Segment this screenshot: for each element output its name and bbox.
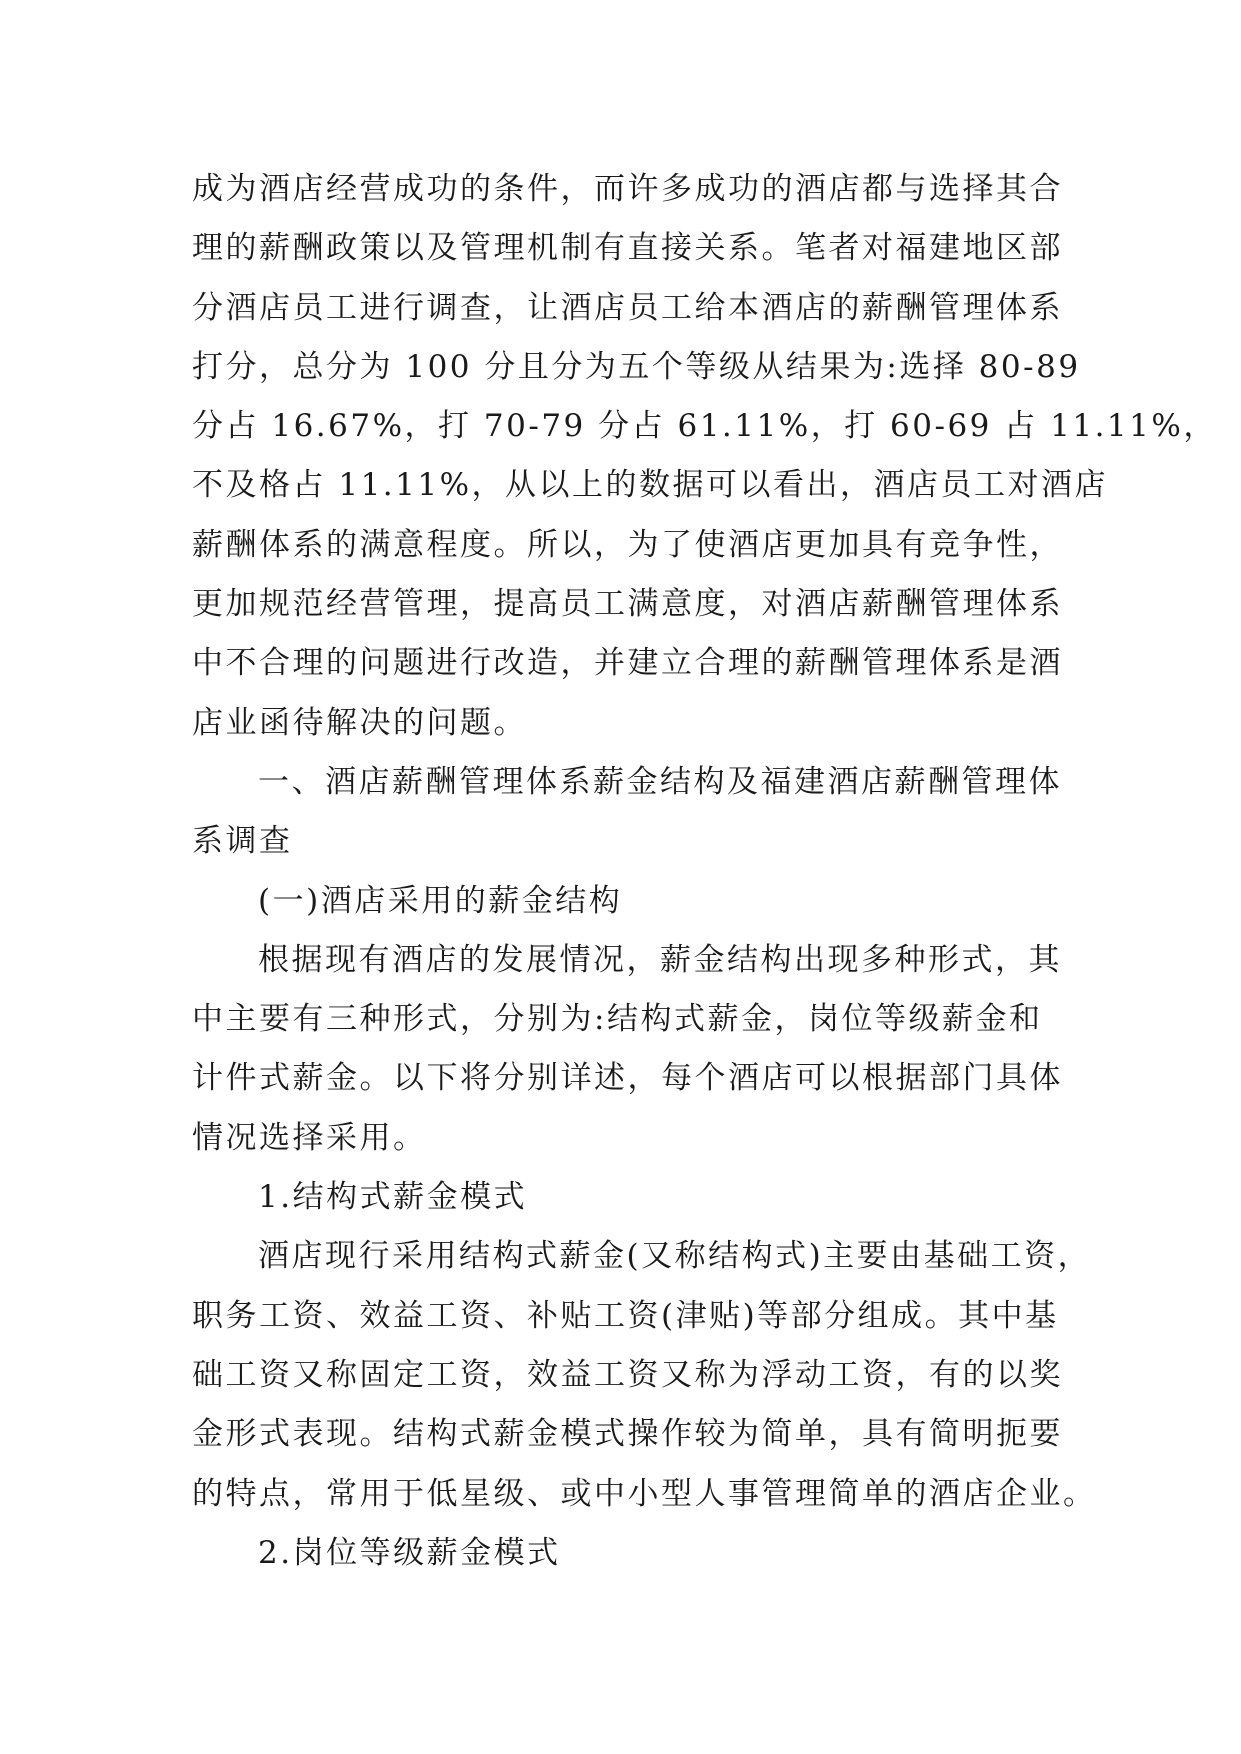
text-line: 计件式薪金。以下将分别详述，每个酒店可以根据部门具体 [192, 1060, 1063, 1097]
text-line: 成为酒店经营成功的条件，而许多成功的酒店都与选择其合 [192, 171, 1063, 207]
text-line: 分占 16.67%，打 70-79 分占 61.11%，打 60-69 占 11.11%， [192, 408, 1217, 445]
text-line: 酒店现行采用结构式薪金(又称结构式)主要由基础工资， [258, 1238, 1092, 1275]
text-line: (一)酒店采用的薪金结构 [258, 882, 623, 919]
text-line: 打分，总分为 100 分且分为五个等级从结果为:选择 80-89 [192, 348, 1081, 385]
text-line: 更加规范经营管理，提高员工满意度，对酒店薪酬管理体系 [192, 586, 1063, 623]
text-line: 不及格占 11.11%，从以上的数据可以看出，酒店员工对酒店 [192, 467, 1109, 504]
text-line: 分酒店员工进行调查，让酒店员工给本酒店的薪酬管理体系 [192, 289, 1063, 326]
text-line: 薪酬体系的满意程度。所以，为了使酒店更加具有竞争性， [192, 526, 1063, 563]
text-line: 店业函待解决的问题。 [192, 704, 527, 741]
text-line: 1.结构式薪金模式 [258, 1179, 528, 1216]
text-line: 中主要有三种形式，分别为:结构式薪金，岗位等级薪金和 [192, 1001, 1043, 1038]
text-line: 一、酒店薪酬管理体系薪金结构及福建酒店薪酬管理体 [258, 763, 1062, 800]
text-line: 理的薪酬政策以及管理机制有直接关系。笔者对福建地区部 [192, 230, 1063, 267]
text-line: 职务工资、效益工资、补贴工资(津贴)等部分组成。其中基 [192, 1297, 1059, 1334]
text-line: 系调查 [192, 823, 293, 860]
text-line: 中不合理的问题进行改造，并建立合理的薪酬管理体系是酒 [192, 645, 1063, 682]
text-line: 情况选择采用。 [192, 1119, 427, 1156]
text-line: 础工资又称固定工资，效益工资又称为浮动工资，有的以奖 [192, 1356, 1063, 1393]
text-line: 根据现有酒店的发展情况，薪金结构出现多种形式，其 [258, 941, 1062, 978]
body-text [192, 160, 1217, 1583]
text-line: 的特点，常用于低星级、或中小型人事管理简单的酒店企业。 [192, 1475, 1097, 1512]
text-line: 金形式表现。结构式薪金模式操作较为简单，具有简明扼要 [192, 1416, 1063, 1453]
text-line: 2.岗位等级薪金模式 [258, 1534, 561, 1571]
